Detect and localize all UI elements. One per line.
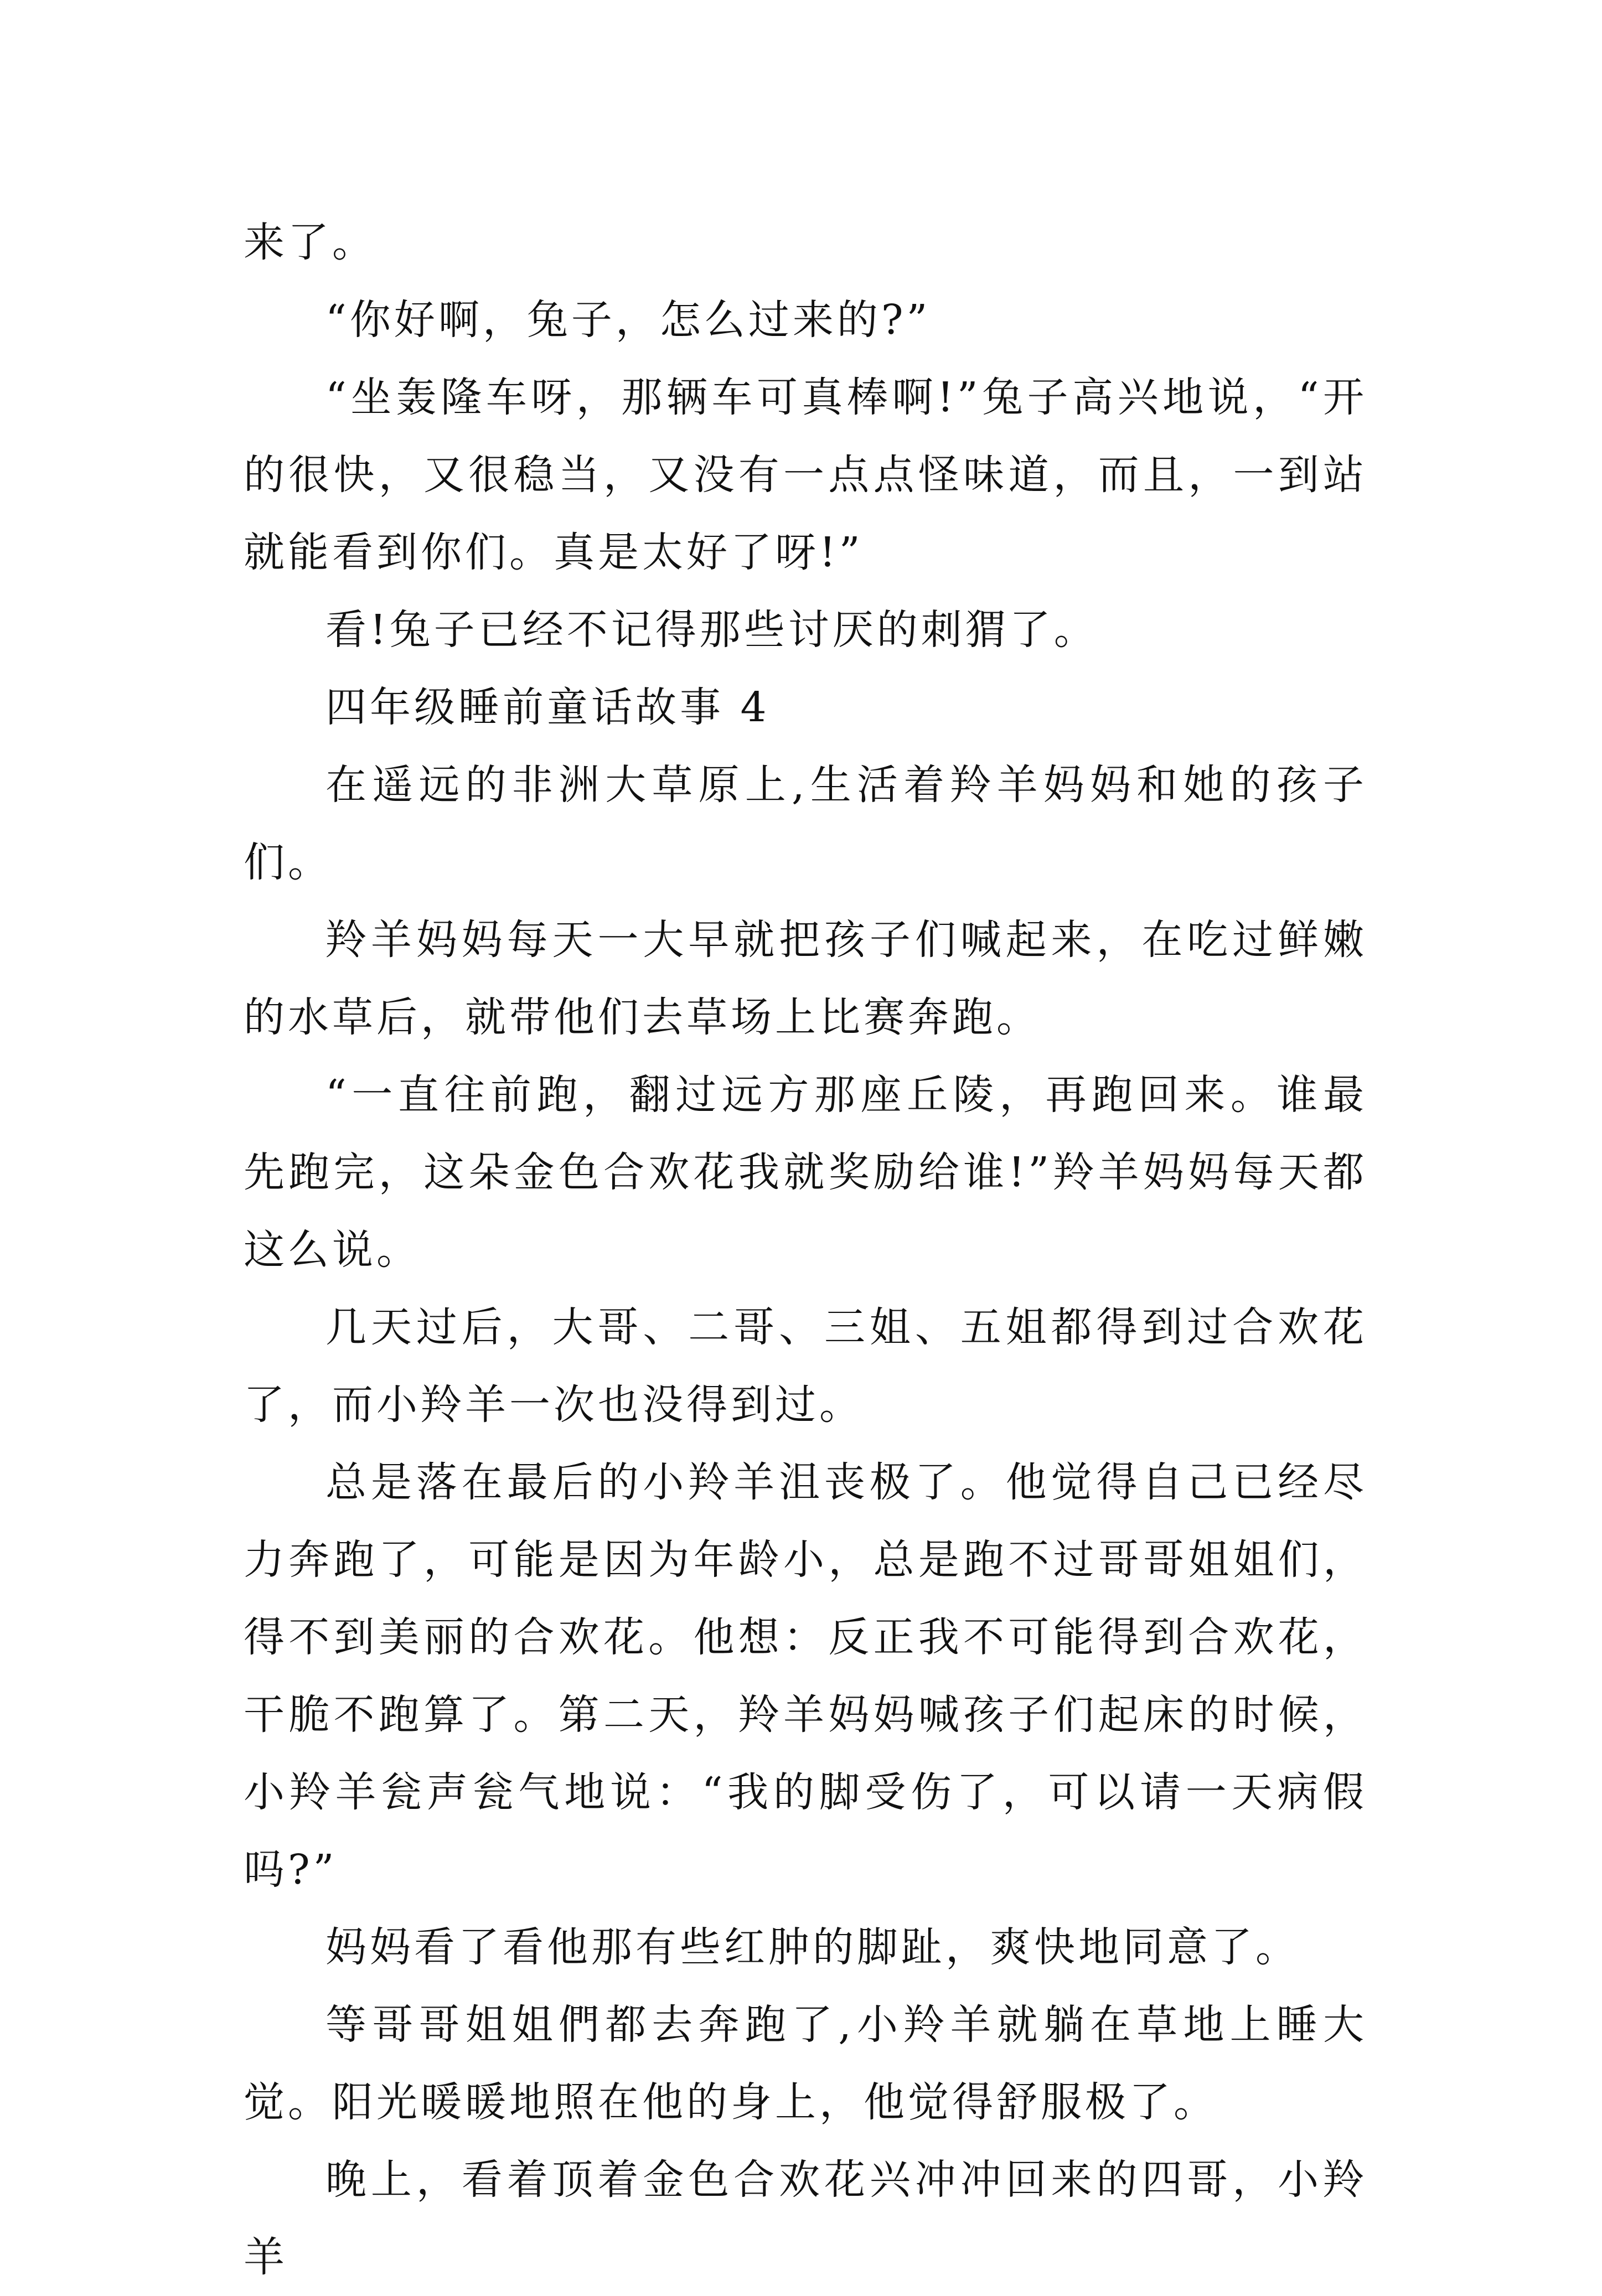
paragraph: “一直往前跑，翻过远方那座丘陵，再跑回来。谁最先跑完，这朵金色合欢花我就奖励给谁!”羚羊妈妈每天都这么说。: [244, 1071, 1367, 1274]
paragraph: 来了。: [244, 219, 376, 266]
paragraph: “你好啊，兔子，怎么过来的?”: [325, 296, 931, 344]
paragraph: 在遥远的非洲大草原上,生活着羚羊妈妈和她的孩子们。: [244, 761, 1367, 886]
paragraph: 等哥哥姐姐們都去奔跑了,小羚羊就躺在草地上睡大觉。阳光暖暖地照在他的身上，他觉得舒服极了。: [244, 2001, 1367, 2126]
paragraph: 妈妈看了看他那有些红肿的脚趾，爽快地同意了。: [325, 1923, 1300, 1971]
story-heading: 四年级睡前童话故事 4: [325, 684, 770, 731]
paragraph: “坐轰隆车呀，那辆车可真棒啊!”兔子高兴地说，“开的很快，又很稳当，又没有一点点怪味道，而且，一到站就能看到你们。真是太好了呀!”: [244, 374, 1367, 576]
paragraph: 看!兔子已经不记得那些讨厌的刺猬了。: [325, 606, 1098, 654]
paragraph: 总是落在最后的小羚羊沮丧极了。他觉得自己已经尽力奔跑了，可能是因为年龄小，总是跑不过哥哥姐姐们，得不到美丽的合欢花。他想：反正我不可能得到合欢花，干脆不跑算了。第二天，羚羊妈妈喊孩子们起床的时候，小羚羊瓮声瓮气地说：“我的脚受伤了，可以请一天病假吗?”: [244, 1459, 1367, 1894]
paragraph: 羚羊妈妈每天一大早就把孩子们喊起来，在吃过鲜嫩的水草后，就带他们去草场上比赛奔跑。: [244, 916, 1367, 1041]
paragraph: 几天过后，大哥、二哥、三姐、五姐都得到过合欢花了，而小羚羊一次也没得到过。: [244, 1304, 1367, 1429]
paragraph: 晚上，看着顶着金色合欢花兴冲冲回来的四哥，小羚羊: [244, 2156, 1367, 2281]
document-body: [244, 204, 1367, 2296]
